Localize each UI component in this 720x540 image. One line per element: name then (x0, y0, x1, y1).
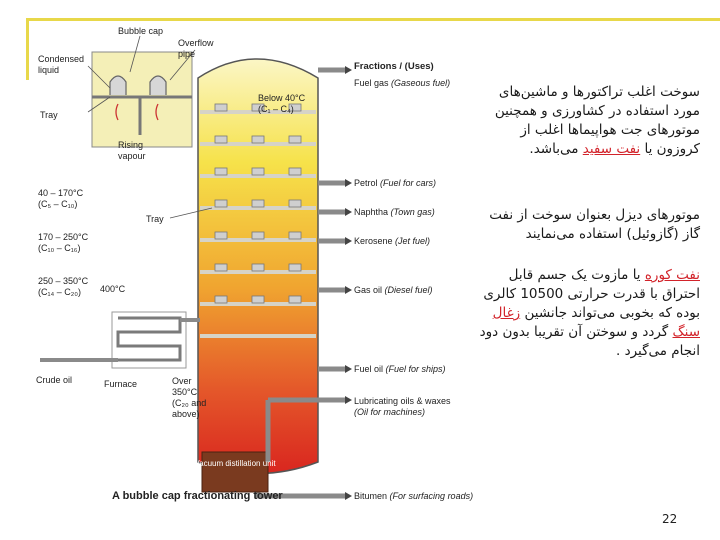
p3-highlight-2: زغال (492, 305, 521, 321)
label-rising-vapour-2: vapour (118, 151, 146, 161)
p3-line-4: سنگ گردد و سوختن آن تقریبا بدون دود (479, 324, 700, 340)
fraction-fuel-oil: Fuel oil (Fuel for ships) (354, 364, 446, 374)
fractions-header: Fractions / (Uses) (354, 61, 434, 72)
p1-line-4: کروزون یا نفت سفید می‌باشد. (529, 141, 700, 157)
label-carbon-250-350: (C₁₄ – C₂₀) (38, 287, 81, 297)
furnace (118, 318, 180, 360)
p3-line-5: انجام می‌گیرد . (615, 343, 700, 359)
label-over-350-4: above) (172, 409, 200, 419)
fraction-bitumen: Bitumen (For surfacing roads) (354, 491, 474, 501)
label-over-350-3: (C₂₀ and (172, 398, 207, 408)
label-over-350-1: Over (172, 376, 192, 386)
p3-highlight-1: نفت کوره (644, 267, 700, 283)
label-temp-250-350: 250 – 350°C (38, 276, 89, 286)
label-carbon-40-170: (C₅ – C₁₀) (38, 199, 78, 209)
p1-line-1: سوخت اغلب تراکتورها و ماشین‌های (498, 84, 700, 100)
label-below-40: Below 40°C (258, 93, 306, 103)
label-tray-mid: Tray (146, 214, 164, 224)
vacuum-unit-label: Vacuum distillation unit (194, 459, 276, 468)
label-crude-oil: Crude oil (36, 375, 73, 385)
fraction-lubricating-oils-use: (Oil for machines) (354, 407, 426, 417)
vacuum-unit-box (202, 452, 268, 492)
paragraph-kerosene (430, 83, 700, 159)
p3-highlight-3: سنگ (672, 324, 700, 340)
fraction-naphtha: Naphtha (Town gas) (354, 207, 435, 217)
label-tray-top: Tray (40, 110, 58, 120)
label-rising-vapour-1: Rising (118, 140, 144, 150)
label-carbon-170-250: (C₁₀ – C₁₆) (38, 243, 81, 253)
p3-line-2: احتراق با قدرت حرارتی 10500 کالری (483, 286, 700, 302)
label-below-40-carbon: (C₁ – C₄) (258, 104, 294, 114)
output-arrows (345, 66, 352, 500)
label-bubble-cap: Bubble cap (118, 26, 164, 36)
label-temp-400: 400°C (100, 284, 126, 294)
fraction-fuel-gas: Fuel gas (Gaseous fuel) (354, 78, 451, 88)
fraction-kerosene: Kerosene (Jet fuel) (354, 236, 431, 246)
p3-line-3: بوده که بخوبی می‌تواند جانشین زغال (492, 305, 700, 321)
label-furnace: Furnace (104, 379, 138, 389)
paragraph-diesel (430, 206, 700, 244)
p1-highlight: نفت سفید (582, 141, 641, 157)
label-condensed-liquid-2: liquid (38, 65, 60, 75)
p2-line-2: گاز (گازوئیل) استفاده می‌نمایند (525, 226, 700, 242)
p1-line-2: مورد استفاده در کشاورزی و همچنین (494, 103, 700, 119)
label-temp-170-250: 170 – 250°C (38, 232, 89, 242)
fraction-petrol: Petrol (Fuel for cars) (354, 178, 437, 188)
p3-line-1: نفت کوره یا مازوت یک جسم قابل (508, 267, 700, 283)
p1-line-3: موتورهای جت هواپیماها اغلب از (520, 122, 700, 138)
paragraph-fuel-oil (430, 266, 700, 361)
p2-line-1: موتورهای دیزل بعنوان سوخت از نفت (489, 207, 700, 223)
label-condensed-liquid-1: Condensed (38, 54, 85, 64)
label-temp-40-170: 40 – 170°C (38, 188, 84, 198)
slide-number: 22 (662, 512, 678, 526)
fraction-gas-oil: Gas oil (Diesel fuel) (354, 285, 433, 295)
fraction-lubricating-oils: Lubricating oils & waxes (354, 396, 451, 406)
label-overflow-pipe-2: pipe (178, 49, 196, 59)
label-overflow-pipe-1: Overflow (178, 38, 214, 48)
label-over-350-2: 350°C (172, 387, 198, 397)
diagram-caption: A bubble cap fractionating tower (112, 490, 283, 502)
